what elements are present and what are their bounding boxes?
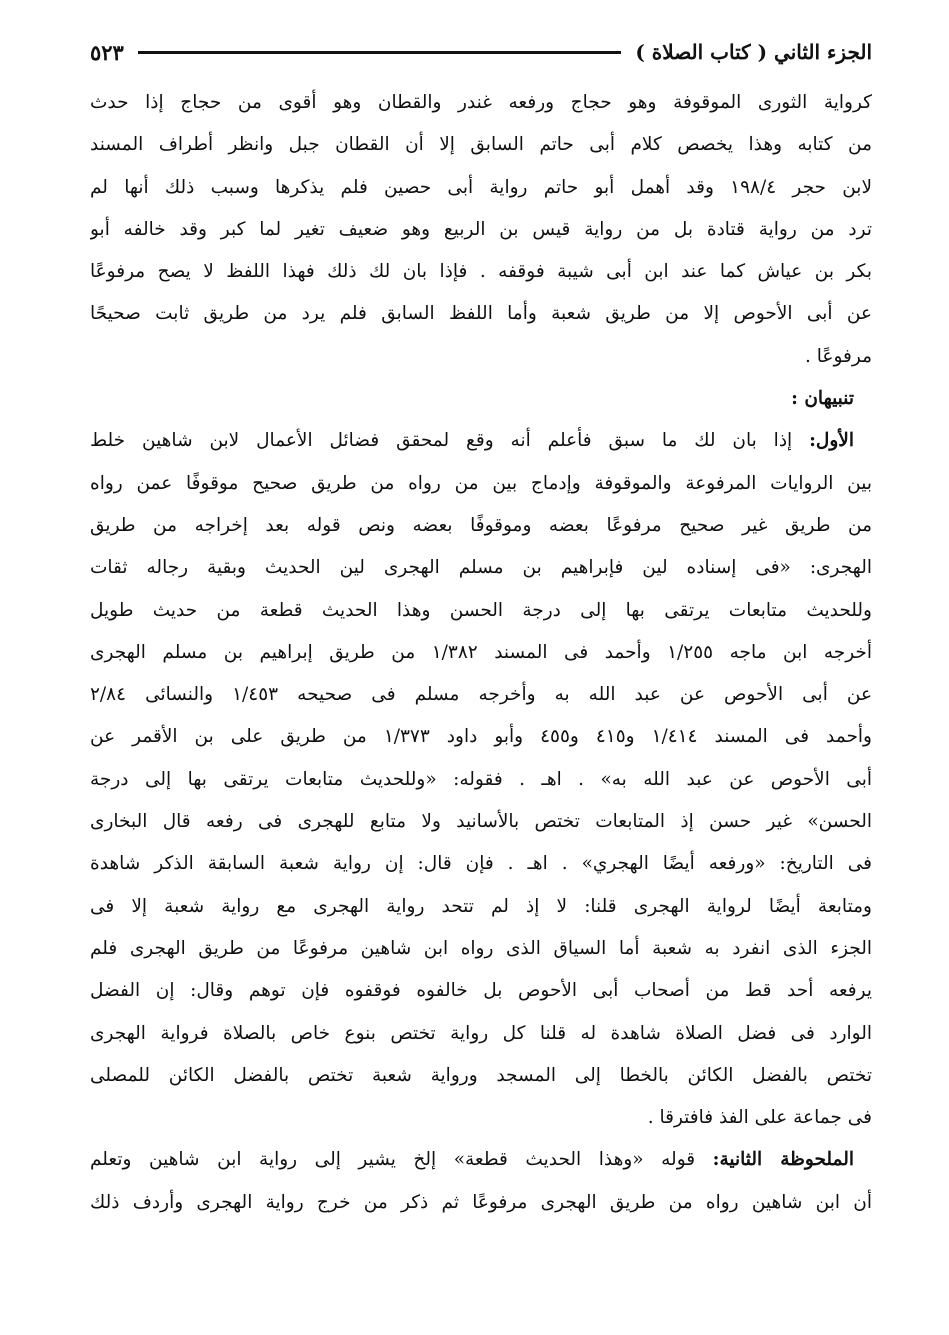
text-line: وللحديث متابعات يرتقى بها إلى درجة الحسن وهذا الحديث قطعة من حديث طويل — [90, 599, 872, 621]
text-line — [90, 420, 872, 462]
text-line: كرواية الثورى الموقوفة وهو حجاج ورفعه غندر والقطان وهو أقوى من حجاج إذا حدث — [90, 92, 872, 113]
text-line: من كتابه وهذا يخصص كلام أبى حاتم السابق إلا أن القطان جبل وانظر أطراف المسند — [90, 134, 872, 156]
paragraph-2 — [90, 420, 872, 1139]
header-rule — [138, 51, 622, 54]
text-line: مرفوعًا . — [805, 345, 872, 367]
paragraph-1 — [90, 82, 872, 378]
text-line: الوارد فى فضل الصلاة شاهدة له قلنا كل رواية تختص بنوع خاص بالصلاة فرواية الهجرى — [90, 1022, 872, 1044]
text-line: ومتابعة أيضًا لرواية الهجرى قلنا: لا إذ لم تتحد رواية الهجرى مع رواية شعبة إلا فى — [90, 895, 872, 917]
text-line: ترد من رواية قتادة بل من رواية قيس بن الربيع وهو ضعيف تغير لما كبر وقد خالفه أبو — [90, 218, 872, 240]
text-line: فى التاريخ: «ورفعه أيضًا الهجري» . اهـ . فإن قال: إن رواية شعبة السابقة الذكر شاهدة — [90, 853, 872, 875]
book-page — [90, 30, 872, 1224]
text-line: أبى الأحوص عن عبد الله به» . اهـ . فقوله: «وللحديث متابعات يرتقى بها إلى درجة — [90, 768, 872, 790]
text-line: بين الروايات المرفوعة والموقوفة وإدماج بين من رواه من طريق صحيح موقوفًا عمن رواه — [90, 472, 872, 494]
text-line: الجزء الذى انفرد به شعبة أما السياق الذى رواه ابن شاهين مرفوعًا من طريق الهجرى فلم — [90, 937, 872, 959]
paragraph-3 — [90, 1139, 872, 1224]
text-line: فى جماعة على الفذ فافترقا . — [647, 1107, 872, 1129]
text-line: وأحمد فى المسند ١/٤١٤ و٤١٥ و٤٥٥ وأبو داود ١/٣٧٣ من طريق على بن الأقمر عن — [90, 726, 872, 748]
text-line: يرفعه أحد قط من أصحاب أبى الأحوص بل خالفوه فوقفوه فإن توهم وقال: إن الفضل — [90, 980, 872, 1002]
second-note-label: الملحوظة الثانية: — [712, 1149, 854, 1171]
text-line: لابن حجر ١٩٨/٤ وقد أهمل أبو حاتم رواية أبى حصين فلم يذكرها وسبب ذلك أنها لم — [90, 176, 872, 198]
running-header — [90, 30, 872, 74]
first-note-label: الأول: — [809, 430, 854, 452]
page-number: ٥٢٣ — [90, 39, 124, 65]
first-note-text: إذا بان لك ما سبق فأعلم أنه وقع لمحقق فضائل الأعمال لابن شاهين خلط — [90, 430, 793, 452]
text-line: الهجرى: «فى إسناده لين فإبراهيم بن مسلم الهجرى لين الحديث وبقية رجاله ثقات — [90, 557, 872, 579]
text-line: تختص بالفضل الكائن بالخطا إلى المسجد ورواية شعبة تختص بالفضل الكائن للمصلى — [90, 1064, 872, 1086]
header-spacer — [90, 74, 872, 82]
text-line: أن ابن شاهين رواه من طريق الهجرى مرفوعًا ثم ذكر من خرج رواية الهجرى وأردف ذلك — [90, 1191, 872, 1213]
text-line: الحسن» غير حسن إذ المتابعات تختص بالأسانيد ولا متابع للهجرى فى رفعه قال البخارى — [90, 811, 872, 833]
text-line: عن أبى الأحوص إلا من طريق شعبة وأما اللفظ السابق فلم يرد من طريق ثابت صحيحًا — [90, 303, 872, 325]
text-line: من طريق غير صحيح مرفوعًا بعضه وموقوفًا بعضه ونص قوله بعد إخراجه من طريق — [90, 514, 872, 536]
text-line: عن أبى الأحوص عن عبد الله به وأخرجه مسلم فى صحيحه ١/٤٥٣ والنسائى ٢/٨٤ — [90, 684, 872, 706]
second-note-text: قوله «وهذا الحديث قطعة» إلخ يشير إلى رواية ابن شاهين وتعلم — [90, 1149, 696, 1171]
text-line — [90, 1139, 872, 1181]
section-heading: تنبيهان : — [791, 388, 854, 410]
text-line: أخرجه ابن ماجه ١/٢٥٥ وأحمد فى المسند ١/٣٨٢ من طريق إبراهيم بن مسلم الهجرى — [90, 641, 872, 663]
running-title: الجزء الثاني ( كتاب الصلاة ) — [635, 40, 872, 64]
text-line: بكر بن عياش كما عند ابن أبى شيبة فوقفه . فإذا بان لك ذلك فهذا اللفظ لا يصح مرفوعًا — [90, 261, 872, 283]
